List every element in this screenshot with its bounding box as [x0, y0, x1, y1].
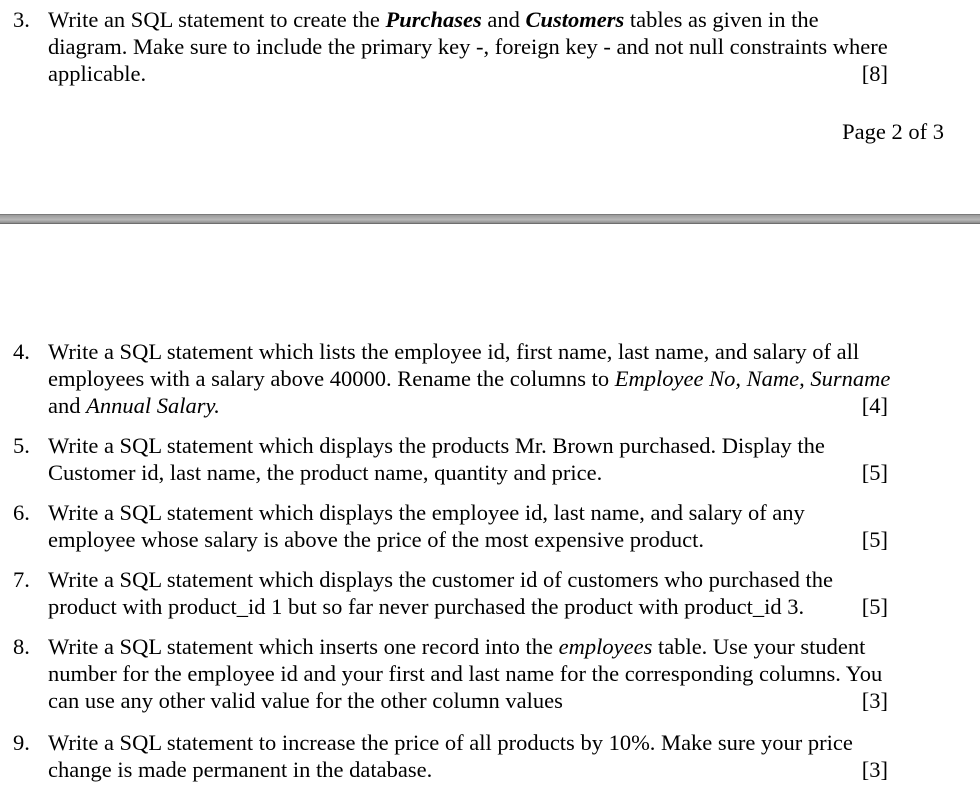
question-text-line: number for the employee id and your first and last name for the corresponding columns. You: [48, 661, 883, 686]
question-text-line: Customer id, last name, the product name, quantity and price.: [48, 460, 603, 485]
table-name-employees: employees: [558, 634, 653, 659]
question-text-line: and Annual Salary.: [48, 393, 220, 418]
question-text-line: employees with a salary above 40000. Rename the columns to Employee No, Name, Surname: [48, 366, 891, 391]
question-text-line: change is made permanent in the database.: [48, 757, 433, 782]
question-number: 7.: [13, 567, 30, 592]
question-text-line: diagram. Make sure to include the primary key -, foreign key - and not null constraints where: [48, 34, 888, 59]
marks-label: [5]: [861, 527, 888, 552]
marks-label: [5]: [861, 594, 888, 619]
question-number: 6.: [13, 500, 30, 525]
question-text-line: can use any other valid value for the other column values: [48, 688, 563, 713]
question-text-line: Write a SQL statement which displays the employee id, last name, and salary of any: [48, 500, 805, 525]
question-text-line: Write a SQL statement which lists the employee id, first name, last name, and salary of all: [48, 339, 860, 364]
page-break-divider: [0, 214, 980, 224]
marks-label: [8]: [861, 61, 888, 86]
table-name-purchases: Purchases: [385, 7, 482, 32]
table-name-customers: Customers: [525, 7, 625, 32]
question-text-line: Write an SQL statement to create the Purchases and Customers tables as given in the: [48, 7, 819, 32]
marks-label: [3]: [861, 688, 888, 713]
question-text-line: Write a SQL statement which displays the products Mr. Brown purchased. Display the: [48, 433, 825, 458]
question-text-line: applicable.: [48, 61, 147, 86]
question-text-line: Write a SQL statement which displays the customer id of customers who purchased the: [48, 567, 833, 592]
marks-label: [4]: [861, 393, 888, 418]
question-text-line: Write a SQL statement to increase the price of all products by 10%. Make sure your price: [48, 730, 853, 755]
question-number: 4.: [13, 339, 30, 364]
question-text-line: employee whose salary is above the price of the most expensive product.: [48, 527, 705, 552]
question-text-line: Write a SQL statement which inserts one record into the employees table. Use your student: [48, 634, 866, 659]
marks-label: [3]: [861, 757, 888, 782]
question-number: 9.: [13, 730, 30, 755]
question-number: 3.: [13, 7, 30, 32]
page-number: Page 2 of 3: [842, 119, 944, 144]
marks-label: [5]: [861, 460, 888, 485]
question-number: 8.: [13, 634, 30, 659]
question-text-line: product with product_id 1 but so far never purchased the product with product_id 3.: [48, 594, 805, 619]
question-number: 5.: [13, 433, 30, 458]
